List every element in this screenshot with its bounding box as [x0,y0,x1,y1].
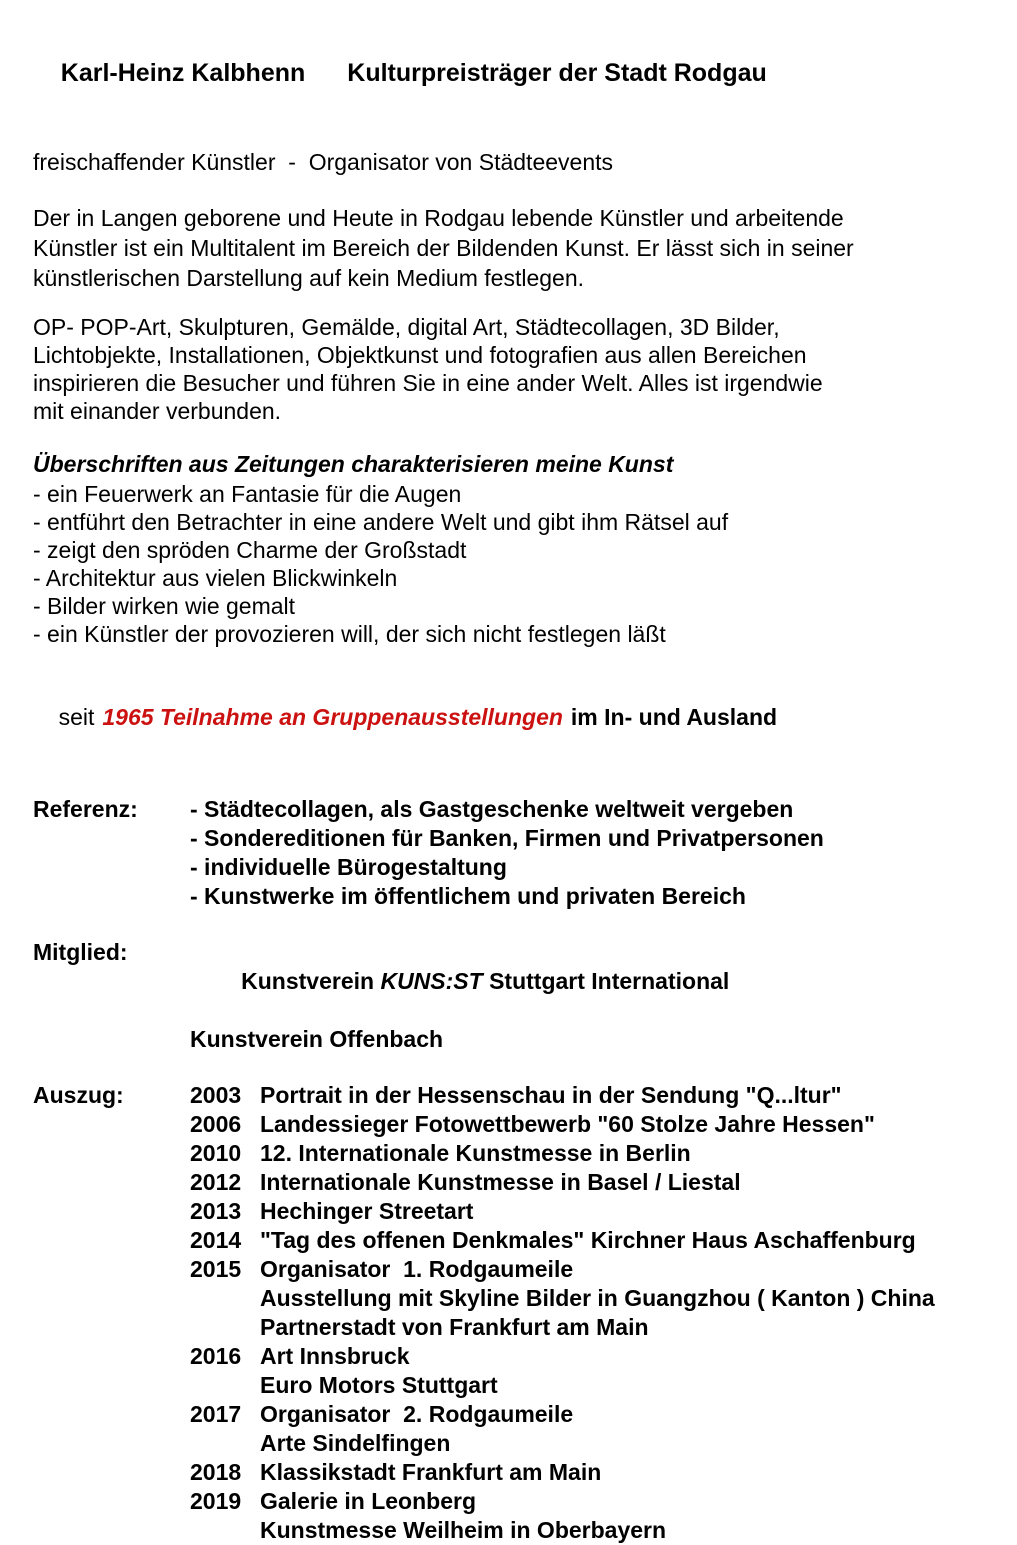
text-line: Künstler ist ein Multitalent im Bereich der Bildenden Kunst. Er lässt sich in seiner [33,235,854,261]
auszug-row [190,1371,987,1400]
headline-item: - zeigt den spröden Charme der Großstadt [33,537,467,563]
auszug-row [190,1255,987,1284]
auszug-row [190,1081,987,1110]
auszug-row [190,1313,987,1342]
auszug-row [190,1284,987,1313]
auszug-row [190,1110,987,1139]
auszug-year: 2013 [190,1198,242,1224]
auszug-row [190,1342,987,1371]
auszug-year: 2018 [190,1459,242,1485]
auszug-year: 2006 [190,1111,242,1137]
auszug-label: Auszug: [33,1082,124,1108]
referenz-item: - individuelle Bürogestaltung [190,854,507,880]
auszug-year: 2010 [190,1140,242,1166]
text-line: Lichtobjekte, Installationen, Objektkunst und fotografien aus allen Bereichen [33,342,807,368]
auszug-section [33,1081,987,1545]
referenz-items [190,795,987,911]
auszug-row [190,1168,987,1197]
auszug-row [190,1458,987,1487]
auszug-year-empty [190,1284,260,1313]
auszug-year: 2012 [190,1169,242,1195]
headline-item: - ein Feuerwerk an Fantasie für die Augen [33,481,462,507]
auszug-year-empty [190,1313,260,1342]
since-suffix: im In- und Ausland [570,704,778,730]
referenz-item: - Städtecollagen, als Gastgeschenke weltweit vergeben [190,796,794,822]
since-line [33,672,987,762]
headline-item: - Bilder wirken wie gemalt [33,593,296,619]
headline-item: - Architektur aus vielen Blickwinkeln [33,565,398,591]
headline-item: - ein Künstler der provozieren will, der sich nicht festlegen läßt [33,621,666,647]
intro-paragraph [33,203,987,293]
auszug-text: "Tag des offenen Denkmales" Kirchner Haus Aschaffenburg [260,1227,916,1253]
auszug-text: Arte Sindelfingen [260,1430,451,1456]
auszug-year: 2003 [190,1082,242,1108]
auszug-text: Partnerstadt von Frankfurt am Main [260,1314,649,1340]
referenz-section [33,795,987,911]
auszug-row [190,1226,987,1255]
text-line: künstlerischen Darstellung auf kein Medium festlegen. [33,265,585,291]
award-title: Kulturpreisträger der Stadt Rodgau [347,59,767,87]
auszug-text: Hechinger Streetart [260,1198,474,1224]
text-line: Der in Langen geborene und Heute in Rodgau lebende Künstler und arbeitende [33,205,844,231]
text-line: inspirieren die Besucher und führen Sie in eine ander Welt. Alles ist irgendwie [33,370,823,396]
auszug-row [190,1197,987,1226]
auszug-text: Internationale Kunstmesse in Basel / Liestal [260,1169,741,1195]
auszug-text: Galerie in Leonberg [260,1488,476,1514]
auszug-text: Organisator 2. Rodgaumeile [260,1401,574,1427]
media-paragraph [33,313,987,425]
auszug-year-empty [190,1516,260,1545]
mitglied-line [190,938,987,1025]
auszug-year: 2017 [190,1401,242,1427]
auszug-text: Art Innsbruck [260,1343,410,1369]
auszug-year-empty [190,1429,260,1458]
auszug-text: Kunstmesse Weilheim in Oberbayern [260,1517,667,1543]
auszug-row [190,1516,987,1545]
headlines-list [33,480,987,648]
since-prefix: seit [58,704,95,730]
mitglied-line1-prefix: Kunstverein [241,968,381,994]
auszug-row [190,1400,987,1429]
auszug-entries [190,1081,987,1545]
auszug-row [190,1139,987,1168]
artist-name: Karl-Heinz Kalbhenn [60,59,306,87]
headlines-heading: Überschriften aus Zeitungen charakterisieren meine Kunst [33,451,674,477]
auszug-row [190,1429,987,1458]
headline-item: - entführt den Betrachter in eine andere Welt und gibt ihm Rätsel auf [33,509,729,535]
auszug-year: 2015 [190,1256,242,1282]
auszug-text: Landessieger Fotowettbewerb "60 Stolze Jahre Hessen" [260,1111,875,1137]
auszug-row [190,1487,987,1516]
referenz-label: Referenz: [33,796,138,822]
auszug-year: 2019 [190,1488,242,1514]
mitglied-lines [190,938,987,1054]
auszug-text: Ausstellung mit Skyline Bilder in Guangzhou ( Kanton ) China [260,1285,935,1311]
auszug-text: Organisator 1. Rodgaumeile [260,1256,574,1282]
text-line: OP- POP-Art, Skulpturen, Gemälde, digital Art, Städtecollagen, 3D Bilder, [33,314,780,340]
auszug-text: Klassikstadt Frankfurt am Main [260,1459,602,1485]
text-line: mit einander verbunden. [33,398,282,424]
subtitle: freischaffender Künstler - Organisator von Städteevents [33,149,613,175]
referenz-item: - Kunstwerke im öffentlichem und privaten Bereich [190,883,746,909]
auszug-text: 12. Internationale Kunstmesse in Berlin [260,1140,691,1166]
auszug-year-empty [190,1371,260,1400]
since-highlight: 1965 Teilnahme an Gruppenausstellungen [102,704,563,730]
page-title [33,28,987,118]
auszug-text: Euro Motors Stuttgart [260,1372,498,1398]
mitglied-line1-suffix: Stuttgart International [482,968,730,994]
mitglied-label: Mitglied: [33,939,128,965]
auszug-year: 2016 [190,1343,242,1369]
referenz-item: - Sondereditionen für Banken, Firmen und Privatpersonen [190,825,824,851]
mitglied-line1-emphasis: KUNS:ST [380,968,483,994]
auszug-year: 2014 [190,1227,242,1253]
auszug-text: Portrait in der Hessenschau in der Sendung "Q...ltur" [260,1082,842,1108]
mitglied-line: Kunstverein Offenbach [190,1026,444,1052]
mitglied-section [33,938,987,1054]
